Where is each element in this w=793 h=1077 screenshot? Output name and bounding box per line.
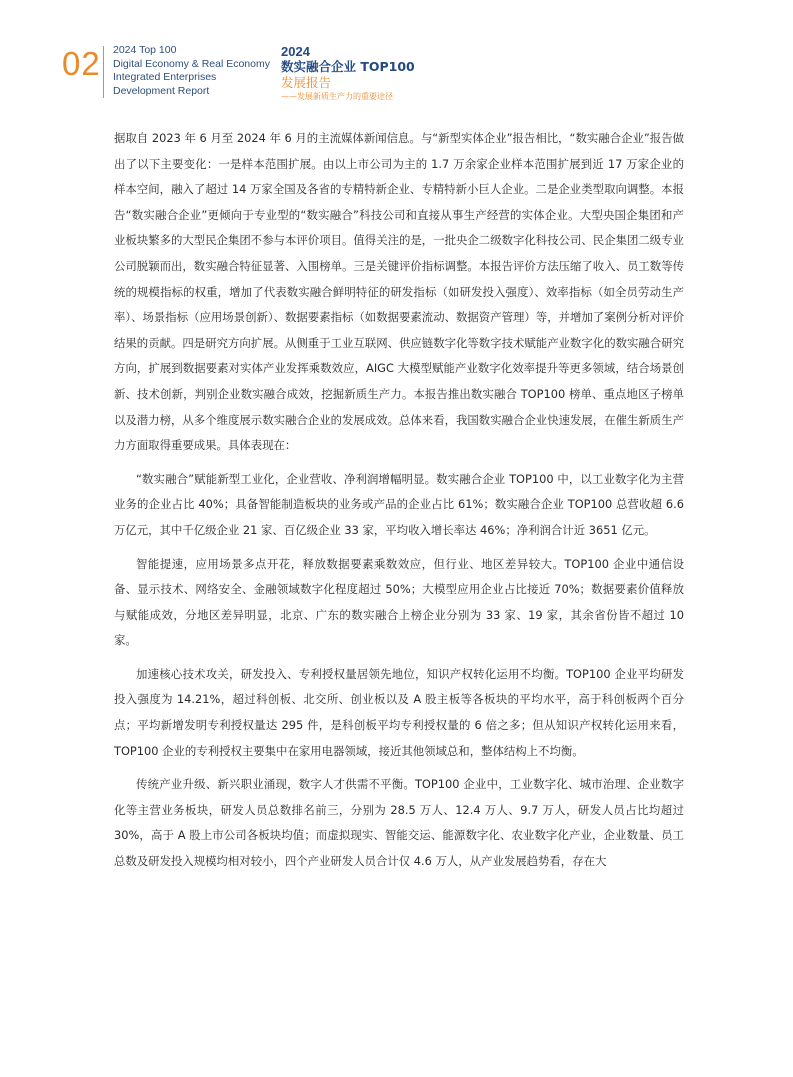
report-title-en-line: Digital Economy & Real Economy — [113, 57, 270, 70]
body-text — [114, 126, 684, 883]
report-title-cn — [281, 44, 415, 102]
page-number: 02 — [62, 45, 101, 82]
paragraph: 传统产业升级、新兴职业涌现，数字人才供需不平衡。TOP100 企业中，工业数字化、城市治理、企业数字化等主营业务板块，研发人员总数排名前三，分别为 28.5 万人、12.4 万人、9.7 万人，研发人员占比均超过 30%，高于 A 股上市公司各板块均值；而虚拟现实、智能交运、能源数字化、农业数字化产业，企业数量、员工总数及研发投入规模均相对较小，四个产业研发人员合计仅 4.6 万人，从产业发展趋势看，存在大 — [114, 777, 684, 869]
paragraph: 据取自 2023 年 6 月至 2024 年 6 月的主流媒体新闻信息。与“新型实体企业”报告相比，“数实融合企业”报告做出了以下主要变化：一是样本范围扩展。由以上市公司为主的 1.7 万余家企业样本范围扩展到近 17 万家企业的样本空间，融入了超过 14 万家全国及各省的专精特新企业、专精特新小巨人企业。二是企业类型取向调整。本报告“数实融合企业”更倾向于专业型的“数实融合”科技公司和直接从事生产经营的实体企业。大型央国企集团和产业板块繁多的大型民企集团不参与本评价项目。值得关注的是，一批央企二级数字化科技公司、民企集团二级专业公司脱颖而出，数实融合特征显著、入围榜单。三是关键评价指标调整。本报告评价方法压缩了收入、员工数等传统的规模指标的权重，增加了代表数实融合鲜明特征的研发指标（如研发投入强度）、效率指标（如全员劳动生产率）、场景指标（应用场景创新）、数据要素指标（如数据要素流动、数据资产管理）等，并增加了案例分析对评价结果的贡献。四是研究方向扩展。从侧重于工业互联网、供应链数字化等数字技术赋能产业数字化的数实融合研究方向，扩展到数据要素对实体产业发挥乘数效应，AIGC 大模型赋能产业数字化效率提升等更多领域，结合场景创新、技术创新，判别企业数实融合成效，挖掘新质生产力。本报告推出数实融合 TOP100 榜单、重点地区子榜单以及潜力榜，从多个维度展示数实融合企业的发展成效。总体来看，我国数实融合企业快速发展，在催生新质生产力方面取得重要成果。具体表现在： — [114, 131, 684, 453]
report-tagline: ——发展新质生产力的重要途径 — [281, 92, 393, 101]
paragraph: 智能提速，应用场景多点开花，释放数据要素乘数效应，但行业、地区差异较大。TOP100 企业中通信设备、显示技术、网络安全、金融领域数字化程度超过 50%；大模型应用企业占比接近 70%；数据要素价值释放与赋能成效，分地区差异明显，北京、广东的数实融合上榜企业分别为 33 家、19 家，其余省份皆不超过 10 家。 — [114, 556, 684, 648]
report-title-en-line: Integrated Enterprises — [113, 71, 217, 83]
report-title-en-line: 2024 Top 100 — [113, 44, 177, 56]
paragraph: “数实融合”赋能新型工业化，企业营收、净利润增幅明显。数实融合企业 TOP100 中，以工业数字化为主营业务的企业占比 40%；具备智能制造板块的业务或产品的企业占比 61%；数实融合企业 TOP100 总营收超 6.6 万亿元，其中千亿级企业 21 家、百亿级企业 33 家，平均收入增长率达 46%；净利润合计近 3651 亿元。 — [114, 471, 684, 537]
report-subtitle: 发展报告 — [281, 75, 332, 90]
report-title-en-line: Development Report — [113, 84, 210, 97]
report-title-en — [113, 44, 270, 98]
report-title: 数实融合企业 TOP100 — [281, 59, 415, 74]
paragraph: 加速核心技术攻关，研发投入、专利授权量居领先地位，知识产权转化运用不均衡。TOP100 企业平均研发投入强度为 14.21%，超过科创板、北交所、创业板以及 A 股主板等各板块的平均水平，高于科创板两个百分点；平均新增发明专利授权量达 295 件，是科创板平均专利授权量的 6 倍之多；但从知识产权转化运用来看，TOP100 企业的专利授权主要集中在家用电器领域，接近其他领域总和，整体结构上不均衡。 — [114, 666, 684, 758]
report-year: 2024 — [281, 44, 310, 59]
page-header — [0, 0, 793, 110]
header-divider — [103, 46, 104, 98]
